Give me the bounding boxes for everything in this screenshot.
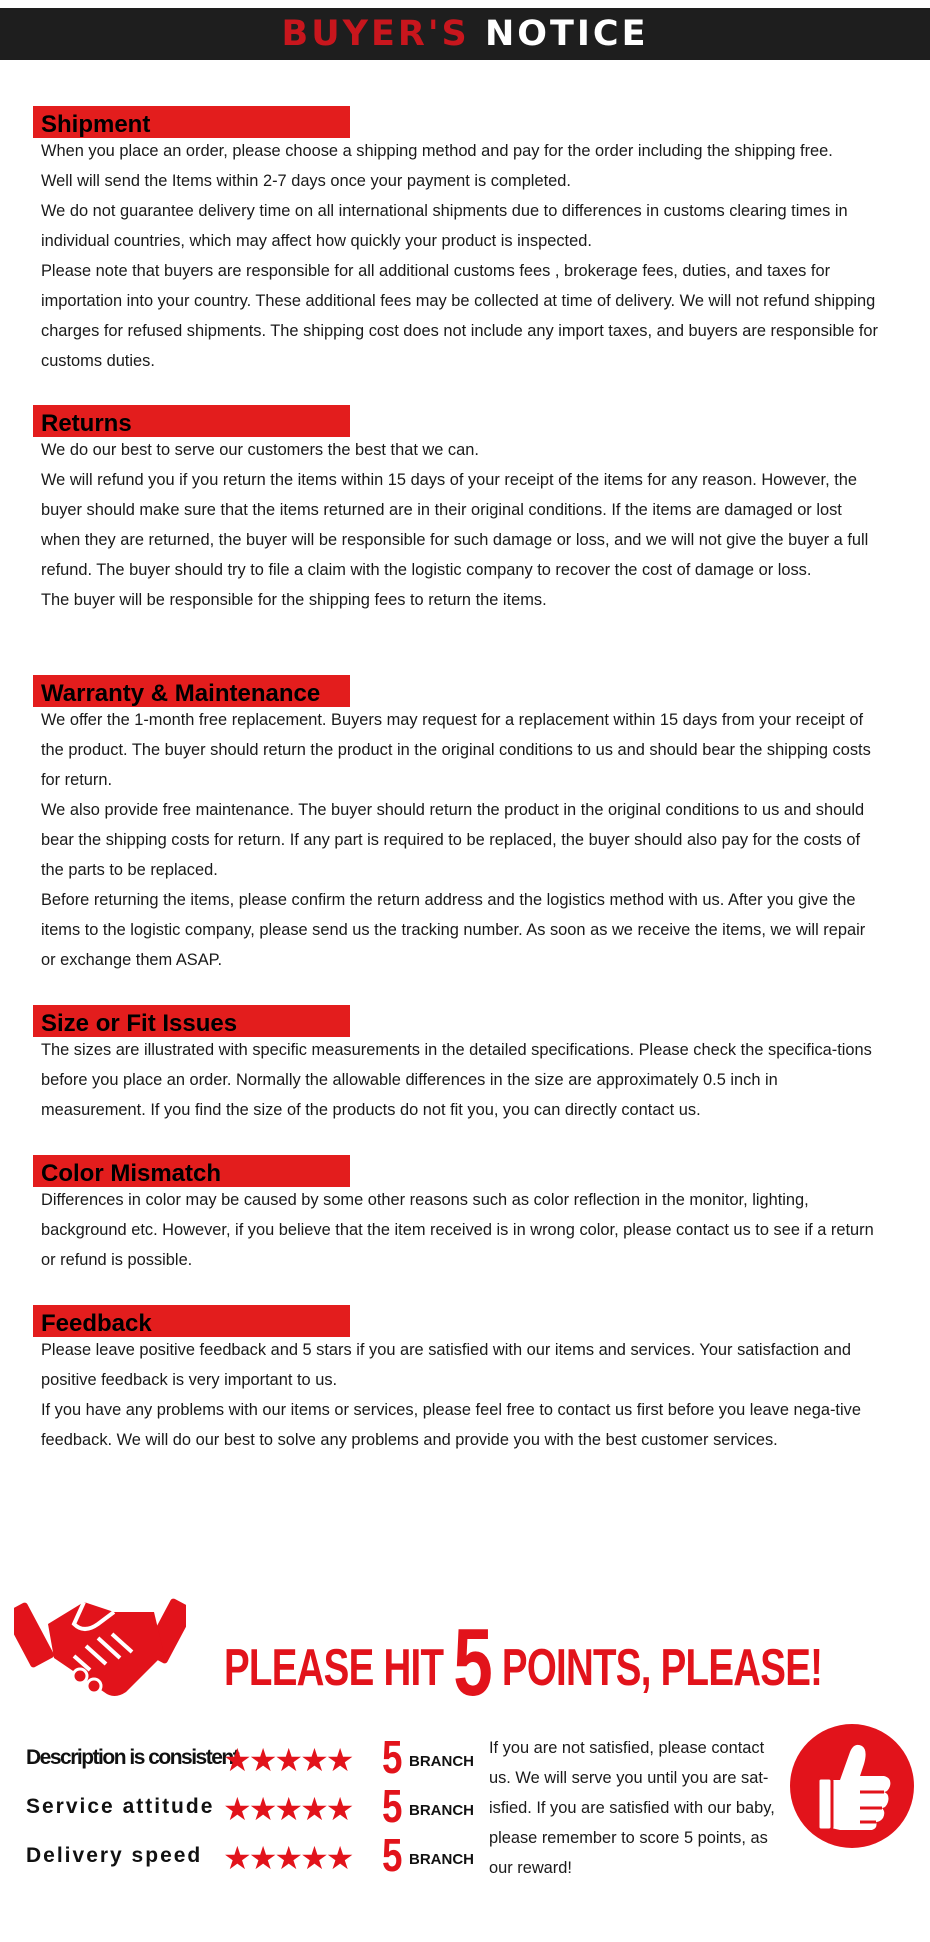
paragraph: We do our best to serve our customers the best that we can. xyxy=(41,441,479,459)
star-icon: ★★★★★ xyxy=(223,1840,352,1876)
rating-unit: BRANCH xyxy=(409,1802,474,1819)
rating-unit: BRANCH xyxy=(409,1851,474,1868)
rating-banner xyxy=(0,1570,930,1720)
rating-label: Delivery speed xyxy=(26,1844,203,1867)
paragraph: If you have any problems with our items or services, please feel free to contact us first before you leave nega-tive feedback. We will do our best to solve any problems and provide you with the best customer services. xyxy=(41,1401,861,1449)
rating-row xyxy=(26,1780,496,1832)
paragraph: We also provide free maintenance. The buyer should return the product in the original conditions to us and should bear the shipping costs for return. If any part is required to be replaced, the buyer should also pay for the costs of the parts to be replaced. xyxy=(41,801,865,879)
satisfaction-note: If you are not satisfied, please contact us. We will serve you until you are sat-isfied. If you are satisfied with our baby, please remember to score 5 points, as our reward! xyxy=(489,1739,775,1877)
section-title: Color Mismatch xyxy=(33,1155,350,1187)
page-header xyxy=(0,8,930,60)
header-title-white: NOTICE xyxy=(484,14,649,54)
rating-row xyxy=(26,1829,496,1881)
star-icon: ★★★★★ xyxy=(223,1791,352,1827)
paragraph: We will refund you if you return the items within 15 days of your receipt of the items for any reason. However, the buyer should make sure that the items returned are in their original conditions. If the items are damaged or lost when they are returned, the buyer will be responsible for such damage or loss, and we will not give the buyer a full refund. The buyer should try to file a claim with the logistic company to recover the cost of damage or loss. xyxy=(41,471,869,579)
section-title: Warranty & Maintenance xyxy=(33,675,350,707)
rating-score: 5 xyxy=(382,1780,403,1832)
section-title: Feedback xyxy=(33,1305,350,1337)
ratings-list xyxy=(0,1731,490,1890)
paragraph: The buyer will be responsible for the shipping fees to return the items. xyxy=(41,591,547,609)
section-body xyxy=(41,435,883,615)
section-body xyxy=(41,136,883,376)
rating-unit: BRANCH xyxy=(409,1753,474,1770)
section-body xyxy=(41,705,883,975)
rating-score: 5 xyxy=(382,1731,403,1783)
paragraph: Differences in color may be caused by some other reasons such as color reflection in the monitor, lighting, background etc. However, if you believe that the item received is in wrong color, please contact us to see if a return or refund is possible. xyxy=(41,1191,874,1269)
handshake-icon xyxy=(14,1578,186,1708)
paragraph: Before returning the items, please confirm the return address and the logistics method with us. After you give the items to the logistic company, please send us the tracking number. As soon as we receive the items, we will repair or exchange them ASAP. xyxy=(41,891,866,969)
paragraph: We do not guarantee delivery time on all international shipments due to differences in customs clearing times in individual countries, which may affect how quickly your product is inspected. xyxy=(41,202,848,250)
section-title: Returns xyxy=(33,405,350,437)
rating-row xyxy=(26,1731,496,1783)
section-body xyxy=(41,1185,883,1275)
paragraph: Please leave positive feedback and 5 stars if you are satisfied with our items and services. Your satisfaction and positive feedback is very important to us. xyxy=(41,1341,851,1389)
section-body xyxy=(41,1035,883,1125)
banner-text-1: PLEASE HIT xyxy=(224,1639,454,1697)
paragraph: When you place an order, please choose a shipping method and pay for the order including the shipping free. xyxy=(41,142,833,160)
section-body xyxy=(41,1335,883,1455)
thumbs-up-icon xyxy=(788,1722,916,1850)
banner-text-2: POINTS, PLEASE! xyxy=(491,1639,823,1697)
banner-number: 5 xyxy=(453,1609,492,1716)
section-title: Shipment xyxy=(33,106,350,138)
rating-label: Description is consistent xyxy=(26,1746,239,1769)
rating-label: Service attitude xyxy=(26,1795,215,1818)
banner-title xyxy=(224,1598,823,1716)
paragraph: Please note that buyers are responsible for all additional customs fees , brokerage fees, duties, and taxes for importation into your country. These additional fees may be collected at time of delivery. We will not refund shipping charges for refused shipments. The shipping cost does not include any import taxes, and buyers are responsible for customs duties. xyxy=(41,262,878,370)
header-title-red: BUYER'S xyxy=(281,14,470,54)
paragraph: We offer the 1-month free replacement. Buyers may request for a replacement within 15 days from your receipt of the product. The buyer should return the product in the original conditions to us and should bear the shipping costs for return. xyxy=(41,711,871,789)
star-icon: ★★★★★ xyxy=(223,1742,352,1778)
paragraph: The sizes are illustrated with specific measurements in the detailed specifications. Please check the specifica-tions before you place an order. Normally the allowable differences in the size are approximately 0.5 inch in measurement. If you find the size of the products do not fit you, you can directly contact us. xyxy=(41,1041,872,1119)
rating-score: 5 xyxy=(382,1829,403,1881)
section-title: Size or Fit Issues xyxy=(33,1005,350,1037)
paragraph: Well will send the Items within 2-7 days once your payment is completed. xyxy=(41,172,571,190)
